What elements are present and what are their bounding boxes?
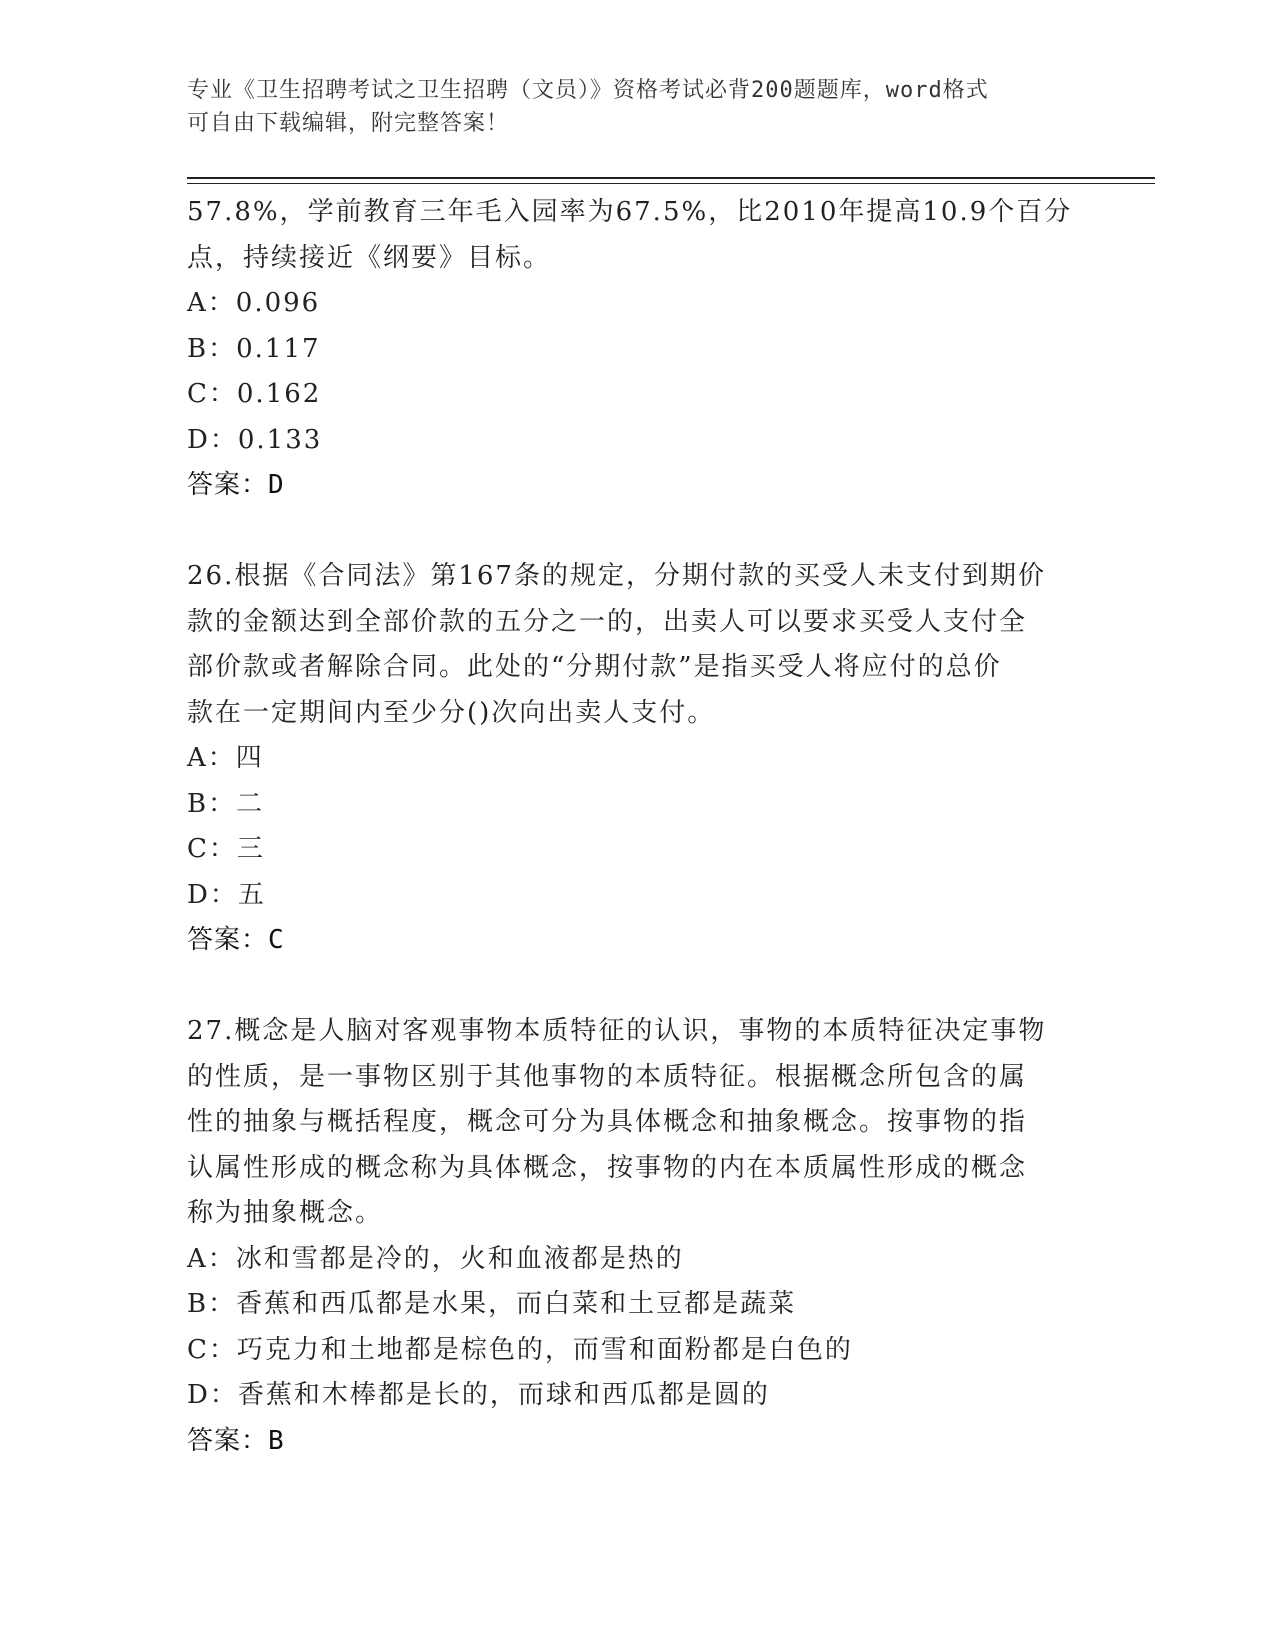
option-b: B：二 [187,788,265,819]
header-line-2: 可自由下载编辑，附完整答案！ [187,111,510,136]
option-c: C：三 [187,834,265,864]
option-b: B：0.117 [187,333,321,364]
answer-line: 答案：D [187,470,285,500]
question-stem [187,554,1087,736]
question-stem-line: 27.概念是人脑对客观事物本质特征的认识，事物的本质特征决定事物 [187,1016,1047,1046]
question-stem-line: 部价款或者解除合同。此处的“分期付款”是指买受人将应付的总价 [187,652,1002,682]
question-stem-line: 性的抽象与概括程度，概念可分为具体概念和抽象概念。按事物的指 [187,1107,1028,1137]
question-stem-line: 点，持续接近《纲要》目标。 [187,242,552,273]
header-line-1: 专业《卫生招聘考试之卫生招聘（文员）》资格考试必背200题题库，word格式 [187,78,989,103]
option-b: B：香蕉和西瓜都是水果，而白菜和土豆都是蔬菜 [187,1289,797,1319]
question-stem-line: 款在一定期间内至少分()次向出卖人支付。 [187,697,716,728]
spacer [187,964,1087,1010]
option-a: A：冰和雪都是冷的，火和血液都是热的 [187,1243,684,1274]
question-stem-line: 称为抽象概念。 [187,1198,384,1228]
question-stem-line: 认属性形成的概念称为具体概念，按事物的内在本质属性形成的概念 [187,1152,1028,1183]
option-d: D：五 [187,879,266,910]
question-stem [187,190,1087,281]
option-c: C：0.162 [187,379,322,409]
question-stem-line: 57.8%，学前教育三年毛入园率为67.5%，比2010年提高10.9个百分 [187,197,1073,227]
question-stem-line: 26.根据《合同法》第167条的规定，分期付款的买受人未支付到期价 [187,561,1046,591]
header-divider-thick [187,177,1155,179]
question-block [187,190,1087,509]
question-block [187,1009,1087,1464]
question-block [187,554,1087,964]
document-header [187,74,1087,140]
spacer [187,509,1087,555]
option-c: C：巧克力和土地都是棕色的，而雪和面粉都是白色的 [187,1334,853,1365]
question-stem [187,1009,1087,1237]
question-stem-line: 款的金额达到全部价款的五分之一的，出卖人可以要求买受人支付全 [187,606,1028,637]
answer-line: 答案：B [187,1425,285,1456]
question-list [187,190,1087,1464]
option-a: A：四 [187,743,264,773]
option-a: A：0.096 [187,288,321,318]
option-d: D：香蕉和木棒都是长的，而球和西瓜都是圆的 [187,1380,770,1410]
header-divider-thin [187,183,1155,184]
option-d: D：0.133 [187,424,323,455]
answer-line: 答案：C [187,925,285,955]
question-stem-line: 的性质，是一事物区别于其他事物的本质特征。根据概念所包含的属 [187,1061,1028,1092]
